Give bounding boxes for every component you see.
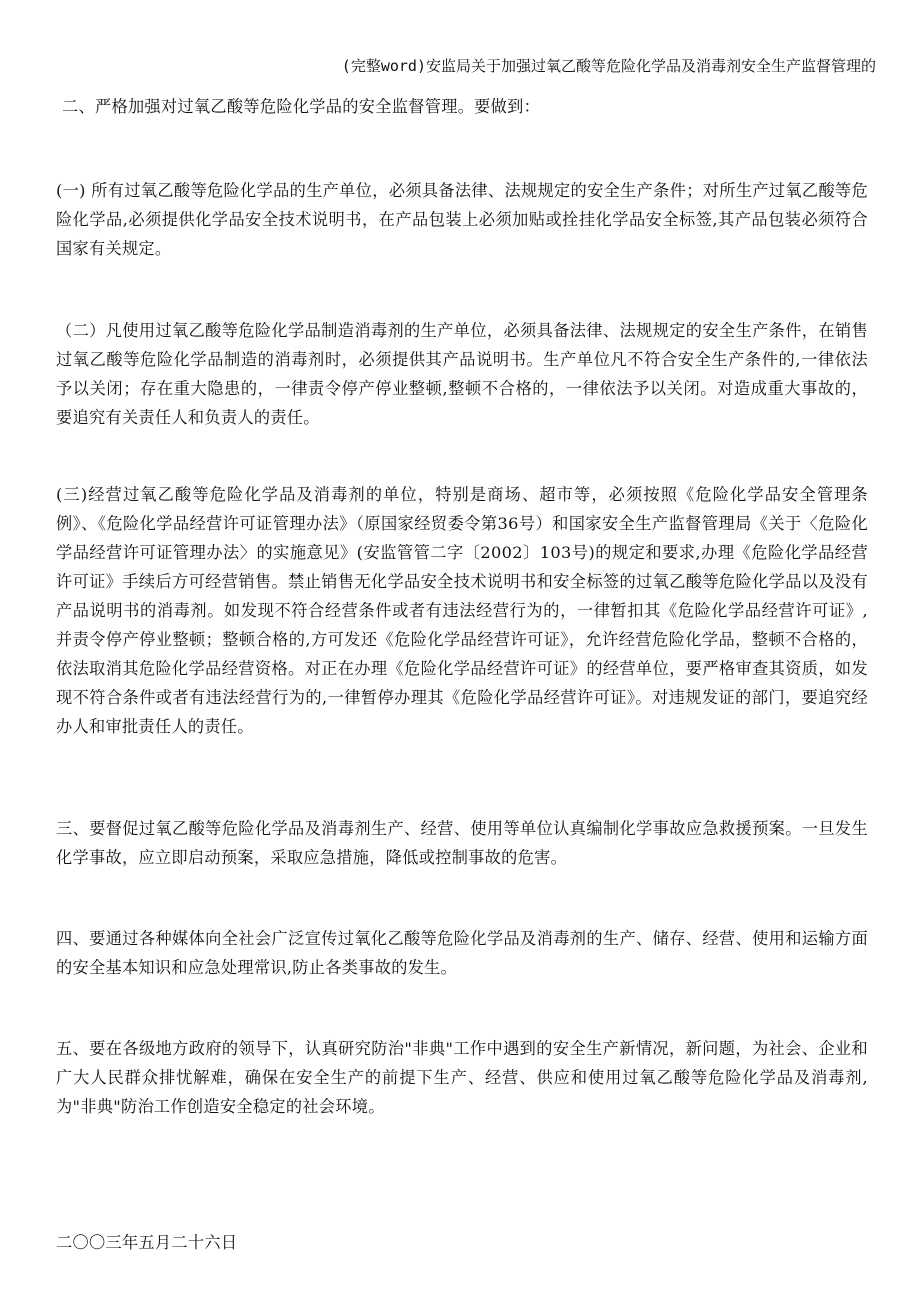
section-five: 五、要在各级地方政府的领导下，认真研究防治"非典"工作中遇到的安全生产新情况，新问题，为社会、企业和广大人民群众排忧解难，确保在安全生产的前提下生产、经营、供应和使用过氧乙酸等危险化学品及消毒剂,为"非典"防治工作创造安全稳定的社会环境。 (56, 1039, 868, 1116)
document-date: 二〇〇三年五月二十六日 (56, 1233, 238, 1252)
section-two-intro: 二、严格加强对过氧乙酸等危险化学品的安全监督管理。要做到： (62, 97, 541, 116)
paragraph-item-2: （二）凡使用过氧乙酸等危险化学品制造消毒剂的生产单位，必须具备法律、法规规定的安全生产条件，在销售过氧乙酸等危险化学品制造的消毒剂时，必须提供其产品说明书。生产单位凡不符合安全生产条件的,一律依法予以关闭；存在重大隐患的，一律责令停产停业整顿,整顿不合格的，一律依法予以关闭。对造成重大事故的，要追究有关责任人和负责人的责任。 (56, 321, 868, 427)
paragraph-item-1: (一) 所有过氧乙酸等危险化学品的生产单位，必须具备法律、法规规定的安全生产条件；对所生产过氧乙酸等危险化学品,必须提供化学品安全技术说明书，在产品包装上必须加贴或拴挂化学品安全标签,其产品包装必须符合国家有关规定。 (56, 181, 868, 258)
paragraph-item-3: (三)经营过氧乙酸等危险化学品及消毒剂的单位，特别是商场、超市等，必须按照《危险化学品安全管理条例》、《危险化学品经营许可证管理办法》（原国家经贸委令第36号）和国家安全生产监督管理局《关于〈危险化学品经营许可证管理办法〉的实施意见》(安监管管二字〔2002〕103号)的规定和要求,办理《危险化学品经营许可证》手续后方可经营销售。禁止销售无化学品安全技术说明书和安全标签的过氧乙酸等危险化学品以及没有产品说明书的消毒剂。如发现不符合经营条件或者有违法经营行为的，一律暂扣其《危险化学品经营许可证》,并责令停产停业整顿；整顿合格的,方可发还《危险化学品经营许可证》，允许经营危险化学品，整顿不合格的，依法取消其危险化学品经营资格。对正在办理《危险化学品经营许可证》的经营单位，要严格审查其资质，如发现不符合条件或者有违法经营行为的,一律暂停办理其《危险化学品经营许可证》。对违规发证的部门，要追究经办人和审批责任人的责任。 (56, 485, 868, 736)
page-header: (完整word)安监局关于加强过氧乙酸等危险化学品及消毒剂安全生产监督管理的 (341, 57, 876, 75)
section-three: 三、要督促过氧乙酸等危险化学品及消毒剂生产、经营、使用等单位认真编制化学事故应急救援预案。一旦发生化学事故，应立即启动预案，采取应急措施，降低或控制事故的危害。 (56, 819, 868, 867)
section-four: 四、要通过各种媒体向全社会广泛宣传过氧化乙酸等危险化学品及消毒剂的生产、储存、经营、使用和运输方面的安全基本知识和应急处理常识,防止各类事故的发生。 (56, 929, 868, 977)
